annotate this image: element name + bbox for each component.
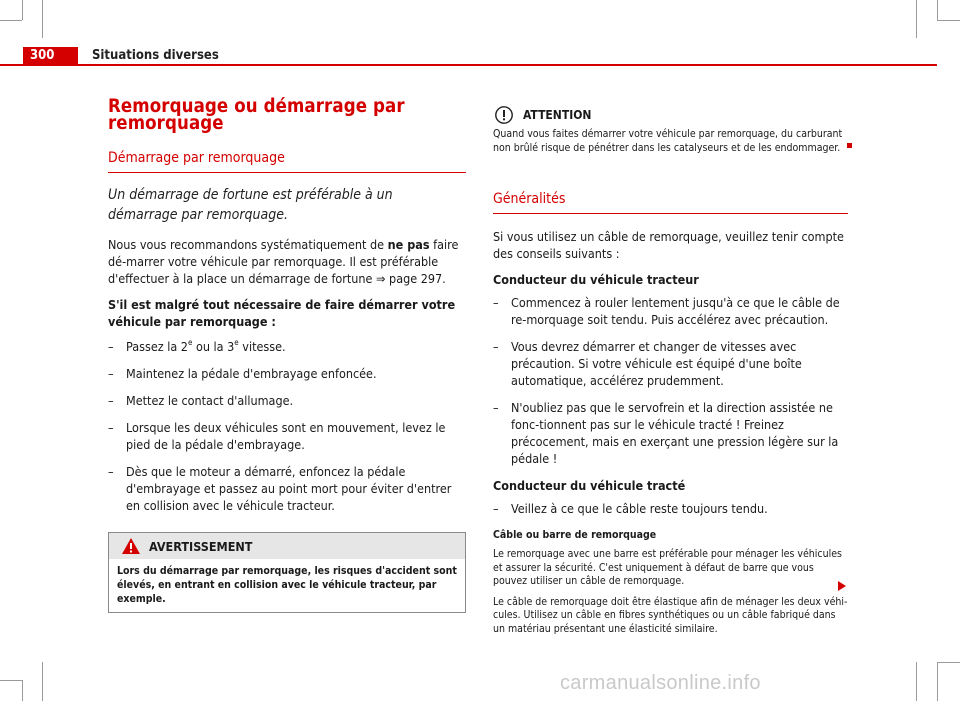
step-text: Passez la 2 [126, 339, 188, 354]
steps-list [108, 338, 466, 514]
section-title: Situations diverses [92, 48, 219, 63]
crop-mark [937, 662, 960, 663]
general-title: Généralités [493, 191, 848, 214]
step-text: ou la 3 [192, 339, 235, 354]
list-item: – Veillez à ce que le câble reste toujours tendu. [493, 500, 848, 517]
driver-towed-list [493, 500, 848, 517]
crop-mark [0, 20, 22, 21]
crop-mark [0, 680, 22, 681]
superscript: e [234, 338, 239, 347]
warning-header [109, 533, 465, 559]
crop-mark [22, 680, 23, 701]
page-number: 300 [30, 48, 55, 63]
intro-paragraph [108, 236, 466, 287]
list-item: – Dès que le moteur a démarré, enfoncez la pédale d'embrayage et passez au point mort pour éviter d'entrer en collision avec le véhicule tracteur. [108, 463, 466, 514]
attention-text: Quand vous faites démarrer votre véhicule par remorquage, du carburant non brûlé risque de pénétrer dans les catalyseurs et de les endommager. [493, 128, 843, 154]
crop-mark [916, 662, 917, 701]
crop-mark [937, 662, 938, 701]
cable-paragraph: Le remorquage avec une barre est préférable pour ménager les véhicules et assurer la sécurité. C'est uniquement à défaut de barre que vous pouvez utiliser un câble de remorquage. [493, 548, 842, 587]
lead-paragraph: Un démarrage de fortune est préférable à un démarrage par remorquage. [108, 187, 393, 223]
warning-triangle-icon [121, 537, 141, 555]
exclamation-icon [495, 106, 513, 124]
condition-paragraph: S'il est malgré tout nécessaire de faire démarrer votre véhicule par remorquage : [108, 297, 456, 329]
warning-box [108, 532, 466, 613]
page-title: Remorquage ou démarrage par remorquage [108, 96, 405, 134]
list-item: – Lorsque les deux véhicules sont en mouvement, levez le pied de la pédale d'embrayage. [108, 419, 466, 453]
step-text: vitesse. [238, 339, 286, 354]
list-item: – Commencez à rouler lentement jusqu'à ce que le câble de re-morquage soit tendu. Puis accélérez avec précaution. [493, 294, 848, 328]
subsection-title: Démarrage par remorquage [108, 150, 466, 173]
superscript: e [187, 338, 193, 347]
continue-arrow-icon [838, 581, 846, 591]
crop-mark [916, 0, 917, 38]
list-item [108, 338, 466, 355]
general-intro: Si vous utilisez un câble de remorquage, veuillez tenir compte des conseils suivants : [493, 229, 844, 261]
warning-text: Lors du démarrage par remorquage, les risques d'accident sont élevés, en entrant en collision avec le véhicule tracteur, par exemple. [117, 565, 457, 605]
header-rule [0, 64, 937, 66]
crop-mark [937, 20, 960, 21]
list-item: – Maintenez la pédale d'embrayage enfoncée. [108, 365, 466, 382]
driver-tow-list [493, 294, 848, 467]
list-item: – Vous devrez démarrer et changer de vitesses avec précaution. Si votre véhicule est équipé d'une boîte automatique, accélérez prudemment. [493, 338, 848, 389]
driver-towed-title: Conducteur du véhicule tracté [493, 478, 686, 493]
cable-paragraph: Le câble de remorquage doit être élastique afin de ménager les deux véhi-cules. Utilisez un câble en fibres synthétiques ou un câble fabriqué dans un matériau présentant une élasticité similaire. [493, 595, 848, 635]
intro-emphasis: ne pas [387, 237, 430, 252]
driver-tow-title: Conducteur du véhicule tracteur [493, 272, 699, 287]
crop-mark [22, 0, 23, 20]
cable-title: Câble ou barre de remorquage [493, 529, 657, 541]
crop-mark [937, 0, 938, 20]
left-column [108, 98, 466, 613]
end-marker-square [847, 143, 852, 148]
intro-text-cont: faire dé-marrer votre véhicule par remorquage. Il est préférable d'effectuer à la place un démarrage de fortune ⇒ page 297. [108, 237, 459, 286]
crop-mark [42, 662, 43, 701]
warning-title: AVERTISSEMENT [149, 538, 253, 554]
attention-title: ATTENTION [523, 107, 592, 122]
list-item: – N'oubliez pas que le servofrein et la direction assistée ne fonc-tionnent pas sur le véhicule tracté ! Freinez précocement, mais en exerçant une pression légère sur la pédale ! [493, 399, 848, 467]
intro-text: Nous vous recommandons systématiquement de [108, 237, 388, 252]
watermark: carmanualsonline.info [560, 672, 761, 694]
right-column [493, 106, 848, 643]
attention-header [495, 106, 848, 124]
crop-mark [42, 0, 43, 38]
list-item: – Mettez le contact d'allumage. [108, 392, 466, 409]
